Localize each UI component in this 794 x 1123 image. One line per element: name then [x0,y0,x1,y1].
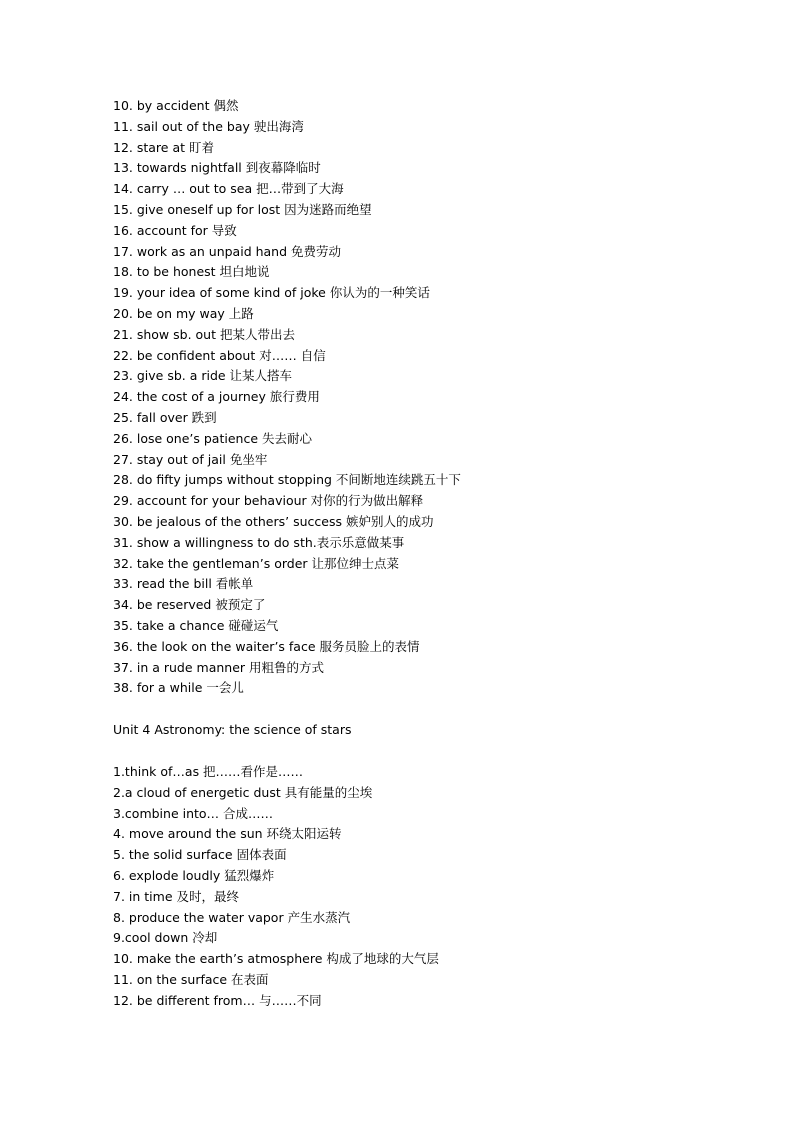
vocab-item: 5. the solid surface 固体表面 [113,847,287,863]
vocab-item: 34. be reserved 被预定了 [113,597,266,613]
vocab-list-unit4 [113,762,773,1012]
vocab-item: 3.combine into… 合成…… [113,805,274,821]
vocab-item: 31. show a willingness to do sth.表示乐意做某事 [113,534,405,550]
vocab-item: 7. in time 及时，最终 [113,888,239,904]
vocab-item: 22. be confident about 对…… 自信 [113,347,326,363]
vocab-item: 23. give sb. a ride 让某人搭车 [113,368,293,384]
vocab-item: 19. your idea of some kind of joke 你认为的一种笑话 [113,285,430,301]
vocab-item: 37. in a rude manner 用粗鲁的方式 [113,659,324,675]
vocab-item: 11. on the surface 在表面 [113,971,269,987]
vocab-item: 14. carry … out to sea 把…带到了大海 [113,181,344,197]
unit-heading: Unit 4 Astronomy: the science of stars [113,722,352,737]
vocab-item: 30. be jealous of the others’ success 嫉妒别人的成功 [113,513,434,529]
vocab-item: 25. fall over 跌到 [113,409,217,425]
vocab-item: 20. be on my way 上路 [113,305,254,321]
vocab-item: 4. move around the sun 环绕太阳运转 [113,826,342,842]
vocab-item: 1.think of…as 把……看作是…… [113,764,304,779]
vocab-item: 35. take a chance 碰碰运气 [113,617,279,633]
vocab-item: 36. the look on the waiter’s face 服务员脸上的表情 [113,638,420,654]
vocab-item: 6. explode loudly 猛烈爆炸 [113,867,275,883]
vocab-item: 12. stare at 盯着 [113,139,214,155]
vocab-item: 24. the cost of a journey 旅行费用 [113,389,320,405]
vocab-item: 29. account for your behaviour 对你的行为做出解释 [113,493,424,509]
vocab-item: 33. read the bill 看帐单 [113,576,254,592]
vocab-item: 26. lose one’s patience 失去耐心 [113,430,312,446]
vocab-item: 10. by accident 偶然 [113,98,239,113]
vocab-item: 18. to be honest 坦白地说 [113,264,270,280]
vocab-list-unit3 [113,96,773,699]
vocab-item: 21. show sb. out 把某人带出去 [113,326,295,342]
vocab-item: 12. be different from… 与……不同 [113,992,322,1008]
vocab-item: 16. account for 导致 [113,222,237,238]
vocab-item: 17. work as an unpaid hand 免费劳动 [113,243,342,259]
vocab-item: 38. for a while 一会儿 [113,680,244,696]
vocab-item: 2.a cloud of energetic dust 具有能量的尘埃 [113,784,373,800]
vocab-item: 10. make the earth’s atmosphere 构成了地球的大气层 [113,951,439,967]
vocab-item: 15. give oneself up for lost 因为迷路而绝望 [113,201,372,217]
vocab-item: 27. stay out of jail 免坐牢 [113,451,268,467]
vocab-item: 13. towards nightfall 到夜幕降临时 [113,160,321,176]
vocab-item: 28. do fifty jumps without stopping 不间断地连续跳五十下 [113,472,461,488]
vocab-item: 32. take the gentleman’s order 让那位绅士点菜 [113,555,399,571]
vocab-item: 8. produce the water vapor 产生水蒸汽 [113,909,351,925]
vocab-item: 9.cool down 冷却 [113,930,218,946]
vocab-item: 11. sail out of the bay 驶出海湾 [113,118,304,134]
